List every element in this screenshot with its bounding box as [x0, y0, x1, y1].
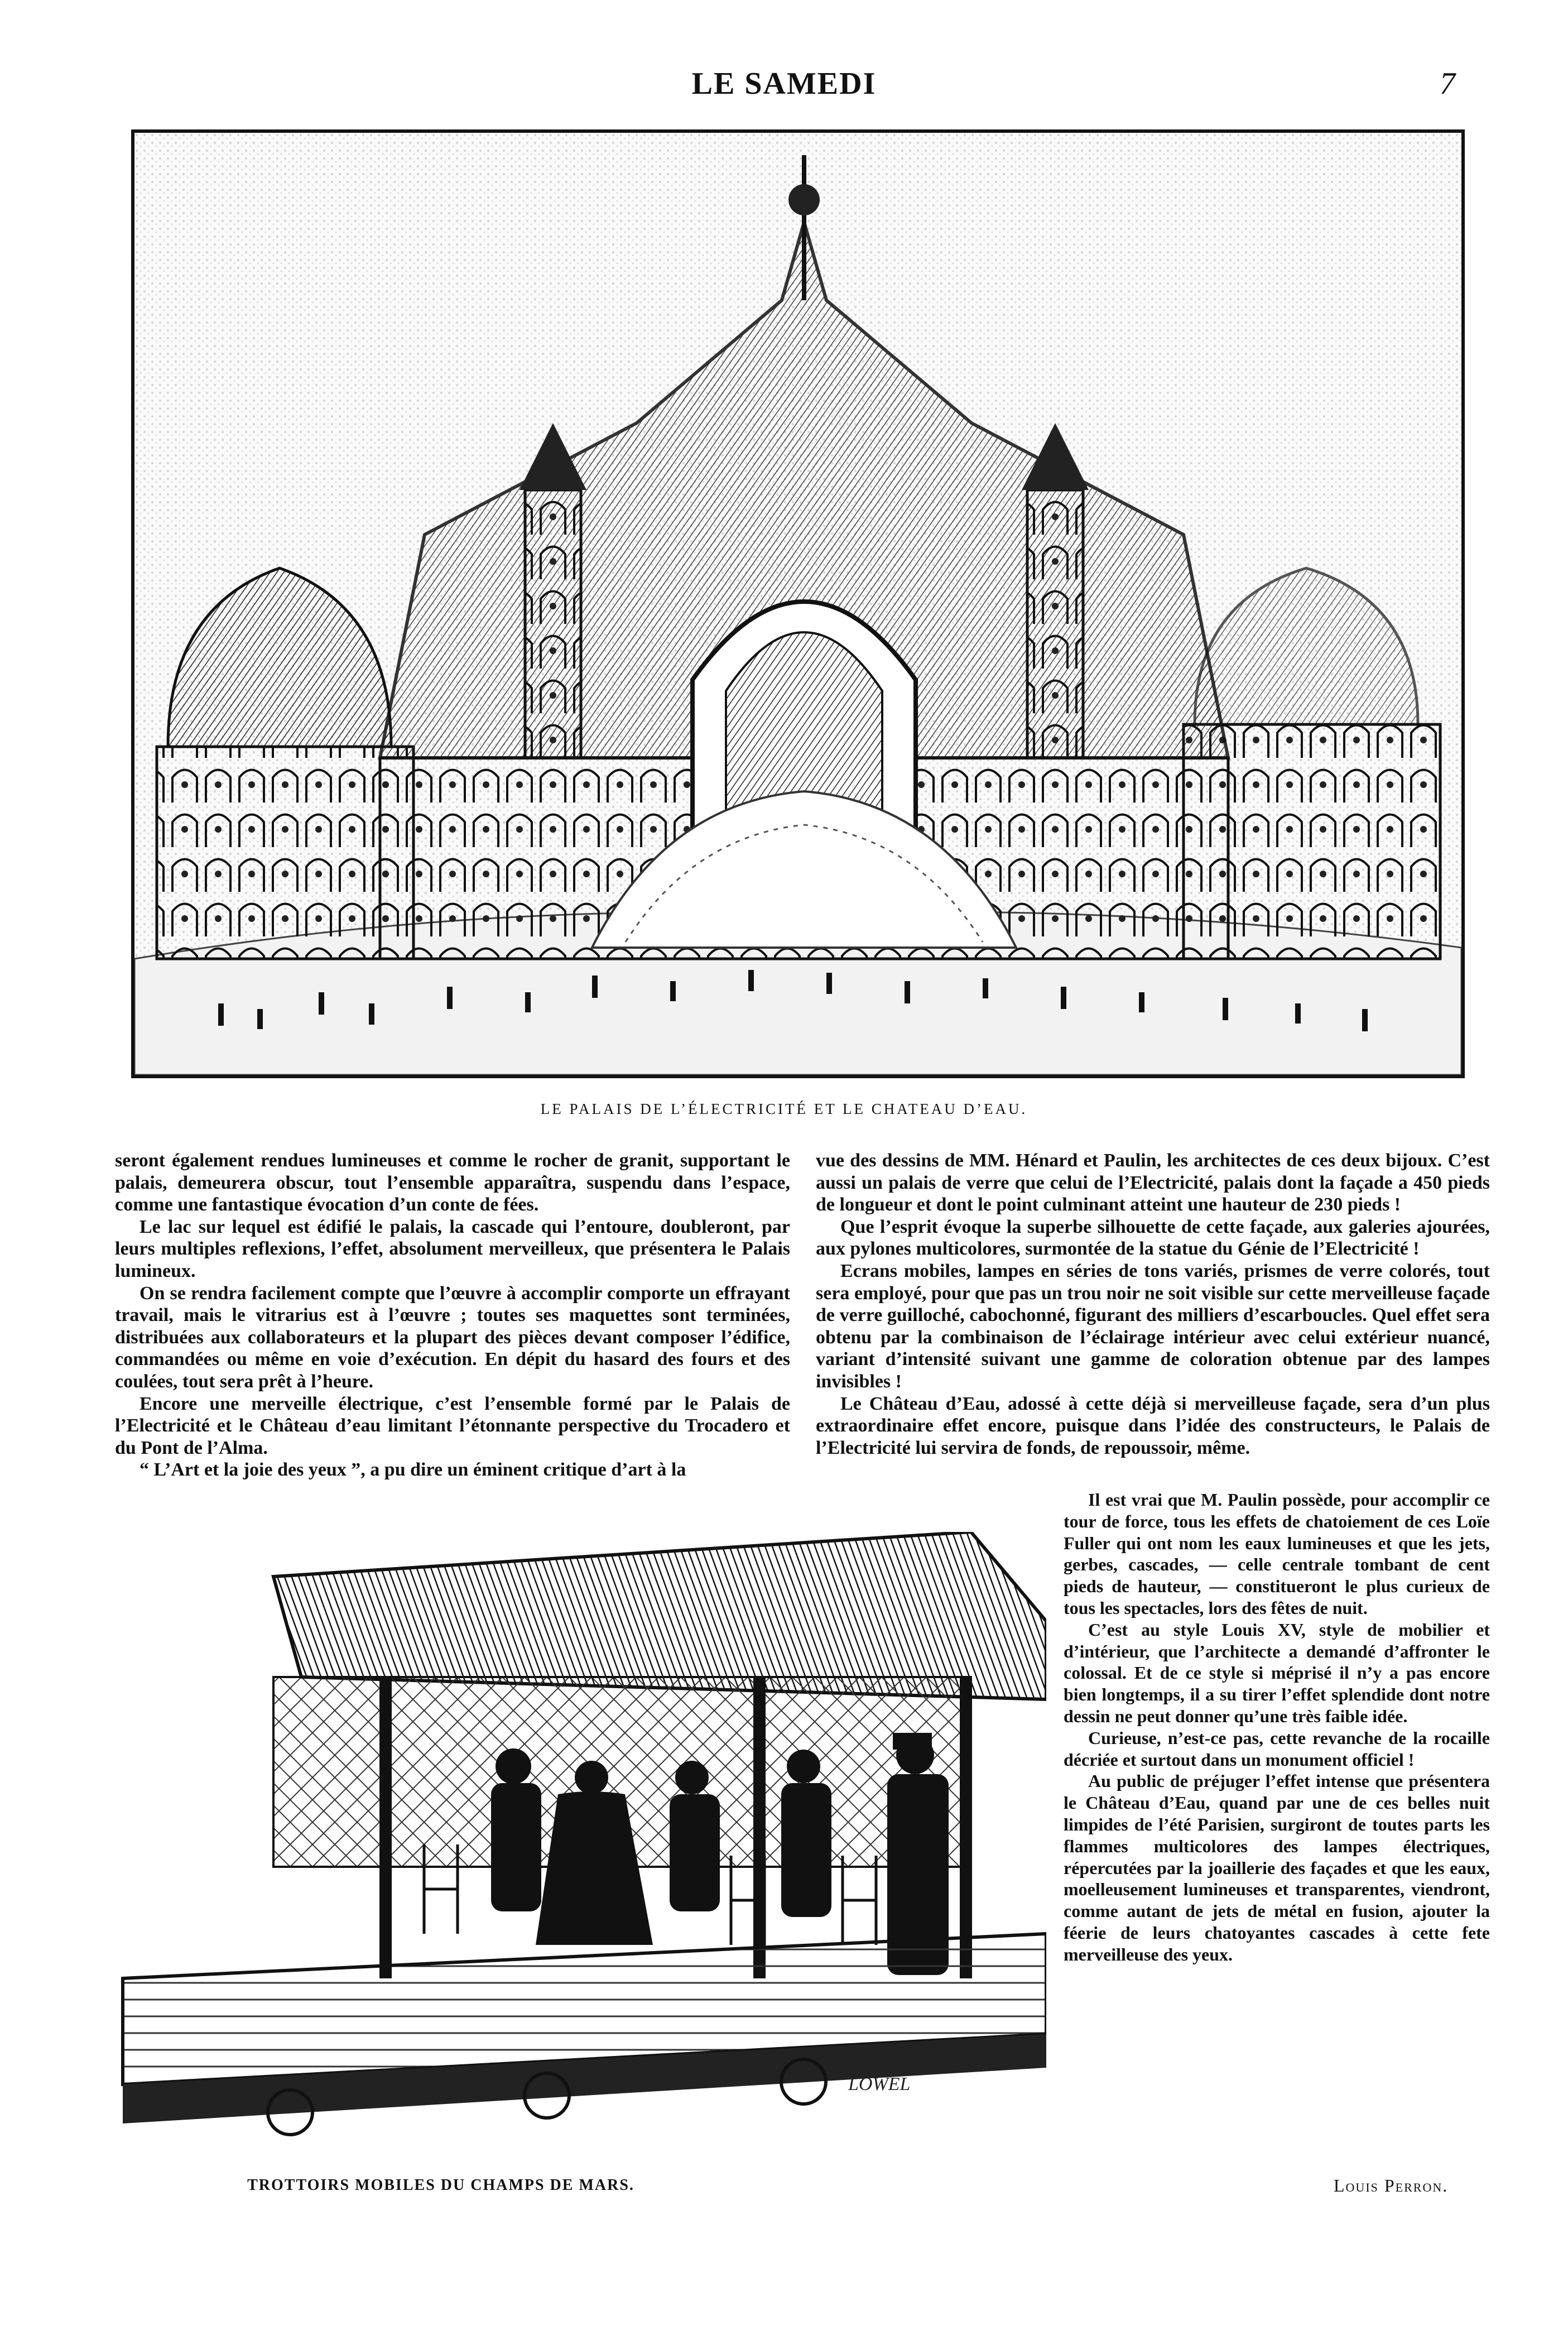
page-number: 7 — [1440, 66, 1455, 101]
side-column — [1064, 1489, 1490, 1966]
left-column — [115, 1150, 790, 1481]
figure-caption-sidewalks: TROTTOIRS MOBILES DU CHAMPS DE MARS. — [247, 2177, 634, 2194]
moving-sidewalk-illustration — [89, 1532, 1046, 2163]
palace-drawing — [134, 133, 1461, 1075]
author-signature: Louis Perron. — [1334, 2175, 1449, 2195]
right-paragraph-4: Le Château d’Eau, adossé à cette déjà si merveilleuse façade, sera d’un plus extraordinaire effet encore, puisque dans l’idée des constructeurs, le Palais de l’Electricité lui servira de fonds, de repoussoir, même. — [816, 1393, 1490, 1458]
right-paragraph-1: vue des dessins de MM. Hénard et Paulin, les architectes de ces deux bijoux. C’est aussi un palais de verre que celui de l’Electricité, palais dont la façade a 450 pieds de longueur et dont le point culminant atteint une hauteur de 230 pieds ! — [816, 1150, 1490, 1215]
side-paragraph-4: Au public de préjuger l’effet intense que présentera le Château d’Eau, quand par une de ces belles nuit limpides de l’été Parisien, surgiront de toutes parts les flammes multicolores des lampes électriques, répercutées par la joaillerie des façades et que les eaux, moelleusement lumineuses et transparentes, viendront, comme autant de jets de métal en fusion, ajouter la féerie de leurs chatoyantes cascades à cette fete merveilleuse des yeux. — [1064, 1771, 1490, 1964]
left-paragraph-1: seront également rendues lumineuses et comme le rocher de granit, supportant le palais, demeurera obscur, tout l’ensemble apparaîtra, suspendu dans l’espace, comme une fantastique évocation d’un conte de fées. — [115, 1150, 790, 1215]
side-paragraph-3: Curieuse, n’est-ce pas, cette revanche de la rocaille décriée et surtout dans un monument officiel ! — [1064, 1727, 1490, 1770]
left-paragraph-2: Le lac sur lequel est édifié le palais, la cascade qui l’entoure, doubleront, par leurs multiples reflexions, l’effet, absolument merveilleux, que présentera le Palais lumineux. — [115, 1216, 790, 1281]
sidewalk-drawing — [89, 1532, 1046, 2163]
left-paragraph-3: On se rendra facilement compte que l’œuvre à accomplir comporte un effrayant travail, mais le vitrarius est à l’œuvre ; toutes ses maquettes sont terminées, distribuées aux collaborateurs et la plupart des pièces devant composer l’édifice, commandées ou même en voie d’exécution. En dépit du hasard des fours et des coulées, tout sera prêt à l’heure. — [115, 1282, 790, 1392]
side-paragraph-2: C’est au style Louis XV, style de mobilier et d’intérieur, que l’architecte a demandé d’affronter le colossal. Et de ce style si méprisé il n’y a pas encore bien longtemps, il a su tirer l’effet splendide dont notre dessin ne peut donner qu’une très faible idée. — [1064, 1619, 1490, 1726]
right-column — [816, 1150, 1490, 1459]
side-paragraph-1: Il est vrai que M. Paulin possède, pour accomplir ce tour de force, tous les effets de chatoiement de ces Loïe Fuller qui ont nom les eaux lumineuses et que les jets, gerbes, cascades, — celle centrale tombant de cent pieds de hauteur, — constitueront le plus curieux de tous les spectacles, lors des fêtes de nuit. — [1064, 1490, 1490, 1618]
right-paragraph-2: Que l’esprit évoque la superbe silhouette de cette façade, aux galeries ajourées, aux pylones multicolores, surmontée de la statue du Génie de l’Electricité ! — [816, 1216, 1490, 1260]
left-paragraph-4: Encore une merveille électrique, c’est l’ensemble formé par le Palais de l’Electricité et le Château d’eau limitant l’étonnante perspective du Trocadero et du Pont de l’Alma. — [115, 1393, 790, 1458]
figure-caption-palace: LE PALAIS DE L’ÉLECTRICITÉ ET LE CHATEAU D’EAU. — [540, 1101, 1028, 1117]
left-paragraph-5: “ L’Art et la joie des yeux ”, a pu dire un éminent critique d’art à la — [140, 1459, 686, 1481]
masthead-title: LE SAMEDI — [691, 66, 877, 101]
artist-signature: LOWEL — [848, 2074, 911, 2094]
palace-illustration — [131, 129, 1465, 1078]
right-paragraph-3: Ecrans mobiles, lampes en séries de tons variés, prismes de verre colorés, tout sera employé, pour que pas un trou noir ne soit visible sur cette merveilleuse façade de verre guilloché, cabochonné, figurant des milliers d’escarboucles. Quel effet sera obtenu par la combinaison de l’éclairage intérieur avec celui extérieur nuancé, variant d’intensité suivant une gamme de coloration obtenue par des lampes invisibles ! — [816, 1260, 1490, 1392]
